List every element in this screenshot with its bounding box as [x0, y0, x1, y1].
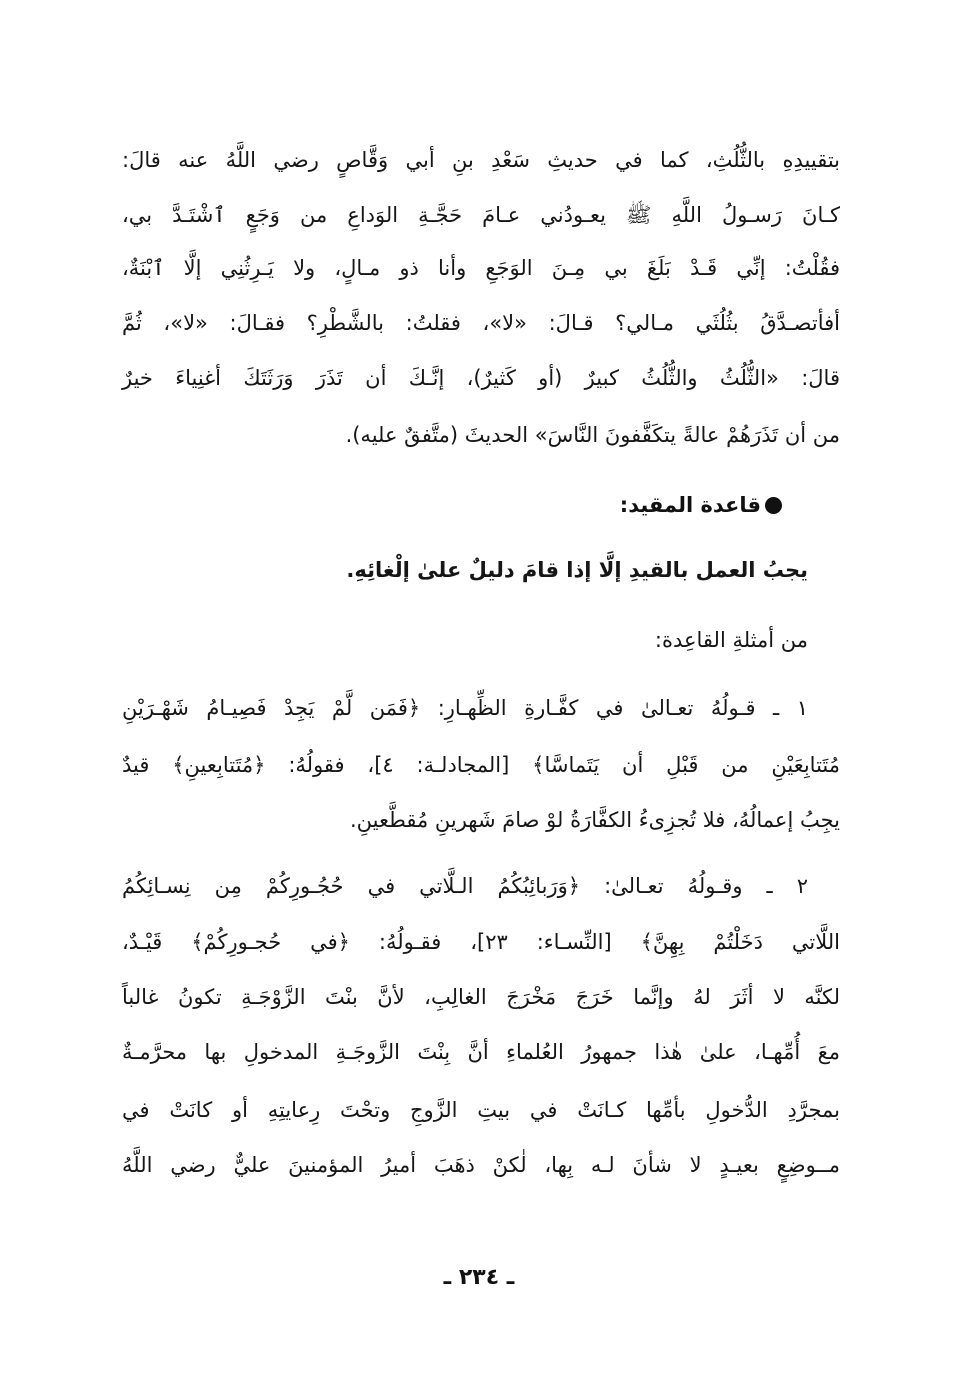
- rule-heading: [122, 485, 840, 525]
- hadith-line-4: أفأتصـدَّقُ بثُلُثَي مـالي؟ قـالَ: «لا»، فقلتُ: بالشَّطْرِ؟ فقـالَ: «لا»، ثُمَّ: [122, 311, 840, 335]
- bullet-icon: [765, 497, 782, 514]
- example-2-line-1: ٢ ـ وقـولُهُ تعـالىٰ: ﴿وَرَبائِبُكُمُ الـلَّاتي في حُجُـورِكُمْ مِن نِسـائِكُمُ: [122, 874, 808, 898]
- page-number: ـ ٢٣٤ ـ: [443, 1265, 515, 1290]
- example-1-line-3: يجِبُ إعمالُهُ، فلا تُجزِىءُ الكفَّارَةُ لوْ صامَ شَهرينِ مُقطَّعينِ.: [349, 808, 840, 832]
- example-1-line-1: ١ ـ قـولُهُ تعـالىٰ في كفَّـارةِ الظِّهـارِ: ﴿فَمَن لَّمْ يَجِدْ فَصِيـامُ شَهْـرَيْنِ: [122, 696, 808, 720]
- example-2-line-5: بمجرَّدِ الدُّخولِ بأمِّها كـانَتْ في بيتِ الزَّوجِ وتحْتَ رِعايتِهِ أو كانَتْ في: [122, 1098, 840, 1122]
- hadith-line-6: من أن تَذَرَهُمْ عالةً يتكَفَّفونَ النَّاسَ» الحديثَ (متَّفقٌ عليه).: [345, 423, 840, 447]
- hadith-line-1: بتقييدِهِ بالثُّلُثِ، كما في حديثِ سَعْدِ بنِ أبي وَقَّاصٍ رضي اللَّهُ عنه قالَ:: [122, 148, 840, 172]
- hadith-line-3: فقُلْتُ: إنِّي قَـدْ بَلَغَ بي مِـنَ الوَجَعِ وأنا ذو مـالٍ، ولا يَـرِثُنِي إلَّا ٱبْنَةٌ،: [122, 256, 840, 280]
- example-1-line-2: مُتَتابِعَيْنِ من قَبْلِ أن يَتَماسَّا﴾ [المجادلـة: ٤]، فقولُهُ: ﴿مُتَتابِعينِ﴾ قيدٌ: [122, 753, 841, 777]
- example-2-line-2: اللَّاتي دَخَلْتُمْ بِهِنَّ﴾ [النِّسـاء: ٢٣]، فقـولُهُ: ﴿في حُجـورِكُمْ﴾ قَيْـدٌ،: [122, 930, 840, 954]
- rule-statement: يجبُ العمل بالقيدِ إلَّا إذا قامَ دليلٌ علىٰ إلْغائِهِ.: [346, 558, 808, 582]
- example-2-line-6: مــوضِعٍ بعيـدٍ لا شأنَ لـه بِها، لٰكنْ ذهَبَ أميرُ المؤمنينَ عليٌّ رضي اللَّهُ: [122, 1153, 840, 1177]
- example-2-line-3: لكنَّه لا أثَرَ لهُ وإنَّما خَرَجَ مَخْرَجَ الغالِبِ، لأنَّ بنْتَ الزَّوْجَـةِ تكونُ غالباً: [122, 985, 840, 1009]
- hadith-line-5: قالَ: «الثُّلُثُ والثُّلُثُ كبيرٌ (أو كَثيرٌ)، إنَّـكَ أن تَذَرَ وَرَثَتَكَ أغنِياءَ خيرٌ: [122, 366, 840, 390]
- rule-heading-text: قاعدة المقيد:: [619, 493, 761, 517]
- hadith-line-2: كـانَ رَسـولُ اللَّهِ ﷺ يعـودُني عـامَ حَجَّـةِ الوَداعِ من وَجَعٍ ٱشْتَـدَّ بي،: [122, 203, 840, 227]
- examples-intro: من أمثلةِ القاعِدة:: [654, 628, 808, 652]
- example-2-line-4: معَ أُمِّهـا، علىٰ هٰذا جمهورُ العُلماءِ أنَّ بِنْتَ الزَّوجَـةِ المدخولِ بها محرَّمـةٌ: [122, 1040, 840, 1064]
